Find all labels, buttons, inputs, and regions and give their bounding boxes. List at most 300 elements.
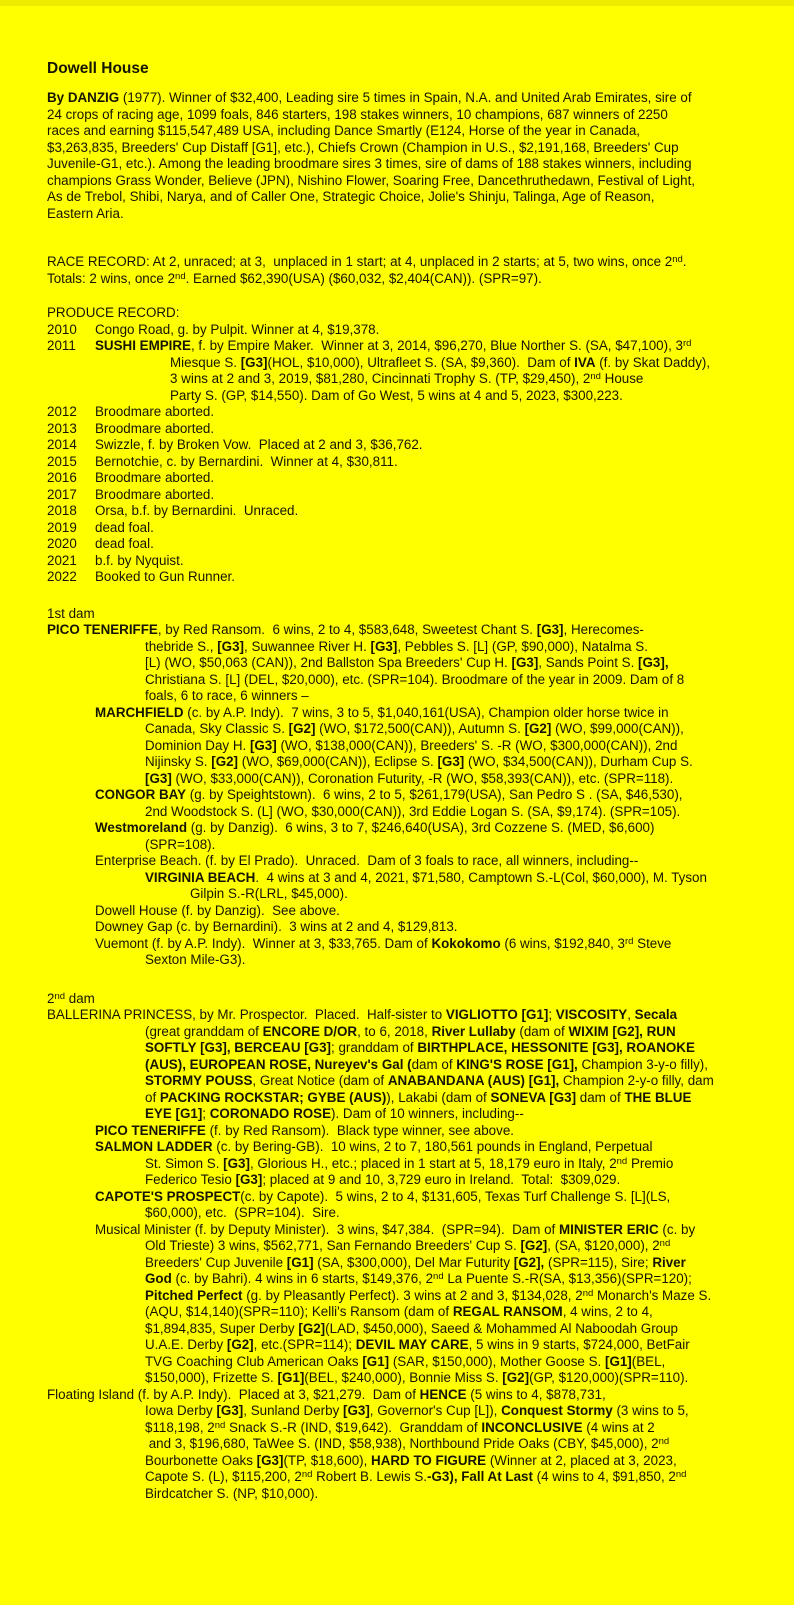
text-segment: Nijinsky S.: [145, 754, 212, 769]
superscript: nd: [54, 990, 66, 1002]
text-line: [47, 820, 764, 837]
text-line: [47, 189, 764, 206]
text-segment: Canada, Sky Classic S.: [145, 721, 289, 736]
text-segment: 2: [47, 990, 55, 1006]
text-segment: (great granddam of: [145, 1023, 263, 1039]
text-segment: [G3]: [216, 1403, 244, 1418]
text-segment: Totals: 2 wins, once 2: [47, 270, 176, 286]
text-segment: SONEVA [G3]: [490, 1089, 577, 1105]
superscript: nd: [659, 1238, 671, 1249]
text-segment: (6 wins, $192,840, 3: [500, 935, 625, 951]
text-segment: , Great Notice (dam of: [252, 1073, 388, 1088]
text-segment: Eastern Aria.: [47, 205, 124, 221]
text-line: [47, 90, 764, 107]
text-segment: [G2]: [502, 1370, 530, 1385]
text-line: [47, 936, 764, 953]
text-line: [47, 1106, 764, 1123]
text-segment: [G2]: [226, 1337, 254, 1352]
text-segment: [G1]: [277, 1370, 305, 1385]
text-segment: [G2]: [524, 721, 552, 736]
text-segment: HENCE: [419, 1386, 467, 1402]
text-segment: dead foal.: [95, 536, 154, 551]
text-segment: (WO, $33,000(CAN)), Coronation Futurity, -R (WO, $58,393(CAN)), etc. (SPR=118).: [171, 770, 674, 786]
superscript: nd: [301, 1469, 313, 1480]
text-line: [47, 1205, 764, 1222]
superscript: nd: [214, 1419, 226, 1431]
text-line: [47, 622, 764, 639]
text-segment: Westmoreland: [95, 820, 188, 835]
text-line: [47, 787, 764, 804]
text-segment: [G2]: [211, 754, 239, 769]
superscript: nd: [616, 1155, 628, 1167]
text-segment: INCONCLUSIVE: [481, 1419, 583, 1435]
text-segment: ), Lakabi (dam of: [386, 1089, 491, 1105]
text-line: [47, 1370, 764, 1387]
text-segment: CONGOR BAY: [95, 787, 187, 802]
text-segment: , Glorious H., etc.; placed in 1 start at 5, 18,179 euro in Italy, 2: [249, 1155, 617, 1171]
text-segment: Bourbonette Oaks: [145, 1452, 257, 1468]
text-segment: (dam of: [515, 1023, 569, 1039]
text-line: [47, 1436, 764, 1453]
text-segment: (WO, $69,000(CAN)), Eclipse S.: [238, 754, 438, 769]
text-line: [47, 487, 764, 504]
text-segment: [G3]: [145, 770, 172, 786]
text-line: [47, 1288, 764, 1305]
text-segment: , etc.(SPR=114);: [253, 1337, 356, 1352]
sire-paragraph: [47, 90, 764, 222]
produce-year: 2015: [47, 453, 77, 469]
text-line: [47, 388, 764, 405]
text-segment: [L) (WO, $50,063 (CAN)), 2nd Ballston Spa Breeders' Cup H.: [145, 655, 512, 670]
text-line: [47, 1156, 764, 1173]
text-segment: , Governor's Cup [L]),: [369, 1403, 502, 1418]
text-segment: (SAR, $150,000), Mother Goose S.: [389, 1353, 605, 1369]
text-segment: [G3]: [249, 737, 277, 753]
text-line: [47, 886, 764, 903]
text-line: [47, 1354, 764, 1371]
document-body: [47, 90, 764, 1502]
text-segment: ,: [627, 1007, 635, 1022]
text-segment: . Earned $62,390(USA) ($60,032, $2,404(CAN)). (SPR=97).: [185, 270, 542, 286]
text-segment: Enterprise Beach. (f. by El Prado). Unraced. Dam of 3 foals to race, all winners, including--: [95, 853, 639, 868]
text-line: [47, 738, 764, 755]
text-segment: Pitched Perfect: [145, 1287, 243, 1303]
text-segment: (BEL,: [631, 1353, 666, 1369]
text-segment: (WO, $172,500(CAN)), Autumn S.: [315, 721, 525, 736]
text-segment: BALLERINA PRINCESS, by Mr. Prospector. Placed. Half-sister to: [47, 1007, 446, 1022]
text-segment: (WO, $34,500(CAN)), Durham Cup S.: [464, 754, 693, 769]
text-segment: dam of: [411, 1056, 457, 1072]
text-segment: 2nd Woodstock S. (L] (WO, $30,000(CAN)), 3rd Eddie Logan S. (SA, $9,174). (SPR=105).: [145, 803, 681, 819]
text-segment: [G3]: [235, 1172, 263, 1187]
text-line: [47, 771, 764, 788]
text-line: [47, 705, 764, 722]
text-segment: [G3]: [511, 655, 539, 670]
text-line: [47, 1469, 764, 1486]
text-segment: (g. by Pleasantly Perfect). 3 wins at 2 and 3, $134,028, 2: [242, 1287, 583, 1303]
text-segment: THE BLUE: [624, 1089, 692, 1105]
text-segment: races and earning $115,547,489 USA, including Dance Smartly (E124, Horse of the year in Canada,: [47, 123, 641, 138]
text-segment: [G3]: [343, 1403, 370, 1418]
text-segment: (LAD, $450,000), Saeed & Mohammed Al Naboodah Group: [325, 1320, 678, 1336]
text-segment: thebride S.,: [145, 638, 218, 654]
text-segment: Christiana S. [L] (DEL, $20,000), etc. (SPR=104). Broodmare of the year in 2009. Dam of 8: [145, 671, 685, 687]
text-line: [47, 952, 764, 969]
text-segment: [G1]: [362, 1353, 390, 1369]
text-segment: (3 wins to 5,: [612, 1403, 689, 1418]
text-segment: IVA: [574, 354, 596, 370]
text-segment: (SPR=108).: [145, 836, 216, 852]
superscript: nd: [658, 1436, 670, 1447]
text-line: [47, 355, 764, 372]
text-segment: [G3]: [536, 622, 564, 637]
text-line: [47, 1271, 764, 1288]
text-line: [47, 870, 764, 887]
text-segment: Champion 3-y-o filly),: [577, 1056, 708, 1072]
text-line: [47, 1403, 764, 1420]
text-segment: [G1]: [604, 1353, 632, 1369]
text-segment: God: [145, 1271, 172, 1286]
text-segment: [G3]: [223, 1155, 250, 1171]
text-line: [47, 1172, 764, 1189]
text-segment: Juvenile-G1, etc.). Among the leading broodmare sires 3 times, sire of dams of 188 stakes winners, including: [47, 156, 692, 171]
text-segment: REGAL RANSOM: [452, 1304, 563, 1319]
text-segment: (AUS), EUROPEAN ROSE, Nureyev's Gal (: [145, 1056, 412, 1072]
text-line: [47, 520, 764, 537]
text-line: [47, 1337, 764, 1354]
text-segment: PICO TENERIFFE: [47, 622, 158, 637]
text-segment: 3 wins at 2 and 3, 2019, $81,280, Cincinnati Trophy S. (TP, $29,450), 2: [170, 371, 591, 386]
text-line: [47, 338, 764, 355]
text-segment: River Lullaby: [431, 1023, 516, 1039]
text-segment: River: [652, 1254, 686, 1270]
text-segment: (c. by A.P. Indy). 7 wins, 3 to 5, $1,040,161(USA), Champion older horse twice in: [183, 704, 669, 720]
text-segment: Broodmare aborted.: [95, 404, 215, 419]
text-segment: Birdcatcher S. (NP, $10,000).: [145, 1485, 319, 1501]
text-segment: Dowell House (f. by Danzig). See above.: [95, 902, 340, 918]
text-segment: Iowa Derby: [145, 1403, 217, 1418]
page-title: Dowell House: [47, 60, 149, 77]
text-segment: , 5 wins in 9 starts, $724,000, BetFair: [468, 1337, 690, 1352]
text-segment: PRODUCE RECORD:: [47, 305, 180, 320]
first-dam-section: [47, 606, 764, 969]
text-segment: CORONADO ROSE: [209, 1106, 332, 1121]
text-segment: Champion 2-y-o filly, dam: [559, 1073, 714, 1088]
text-segment: (WO, $138,000(CAN)), Breeders' S. -R (WO, $300,000(CAN)), 2nd: [276, 737, 678, 753]
text-segment: RACE RECORD: At 2, unraced; at 3, unplaced in 1 start; at 4, unplaced in 2 starts; at 5, two wins, once 2: [47, 254, 673, 269]
text-segment: [G3]: [370, 638, 398, 654]
text-line: [47, 173, 764, 190]
produce-year: 2016: [47, 470, 77, 485]
text-line: [47, 606, 764, 623]
text-segment: Sexton Mile-G3).: [145, 952, 246, 967]
text-segment: (c. by: [658, 1221, 696, 1237]
text-segment: Bernotchie, c. by Bernardini. Winner at 4, $30,811.: [95, 453, 398, 469]
text-line: [47, 1453, 764, 1470]
text-segment: [G2]: [298, 1320, 326, 1336]
text-line: [47, 1073, 764, 1090]
text-segment: (Winner at 2, placed at 3, 2023,: [486, 1452, 677, 1468]
text-segment: 24 crops of racing age, 1099 foals, 846 starters, 198 stakes winners, 10 champions, 687 winners of 2250: [47, 106, 668, 122]
text-segment: (g. by Danzig). 6 wins, 3 to 7, $246,640(USA), 3rd Cozzene S. (MED, $6,600): [187, 820, 655, 835]
text-segment: ;: [548, 1007, 556, 1022]
text-line: [47, 1024, 764, 1041]
text-segment: , Sunland Derby: [243, 1403, 343, 1418]
text-segment: Breeders' Cup Juvenile: [145, 1254, 287, 1270]
text-segment: (c. by Bering-GB). 10 wins, 2 to 7, 180,561 pounds in England, Perpetual: [212, 1139, 653, 1154]
text-segment: Booked to Gun Runner.: [95, 569, 235, 584]
text-segment: dam of: [576, 1089, 625, 1105]
superscript: rd: [682, 338, 692, 349]
text-segment: 1st dam: [47, 605, 95, 621]
text-segment: Steve: [633, 935, 672, 951]
text-segment: VIRGINIA BEACH: [145, 869, 256, 885]
text-segment: $3,263,835, Breeders' Cup Distaff [G1], etc.), Chiefs Crown (Champion in U.S., $2,191,168, Breeders' Cup: [47, 139, 679, 155]
text-segment: DEVIL MAY CARE: [355, 1337, 469, 1352]
text-segment: Old Trieste) 3 wins, $562,771, San Fernando Breeders' Cup S.: [145, 1238, 521, 1253]
produce-year: 2022: [47, 569, 77, 584]
produce-year: 2010: [47, 321, 77, 337]
text-segment: Dominion Day H.: [145, 737, 250, 753]
race-record: [47, 254, 764, 287]
text-segment: [G3]: [240, 354, 268, 370]
text-segment: EYE [G1]: [145, 1106, 203, 1121]
text-segment: (f. by Skat Daddy),: [595, 354, 711, 370]
text-segment: SOFTLY [G3], BERCEAU [G3]: [145, 1040, 332, 1055]
text-line: [47, 688, 764, 705]
text-segment: [G3]: [217, 638, 245, 654]
text-segment: champions Grass Wonder, Believe (JPN), Nishino Flower, Soaring Free, Dancethruthedawn, Festival of Light,: [47, 172, 696, 188]
text-segment: and 3, $196,680, TaWee S. (IND, $58,938), Northbound Pride Oaks (CBY, $45,000), 2: [145, 1436, 659, 1451]
text-segment: (5 wins to 4, $878,731,: [466, 1386, 606, 1402]
superscript: nd: [175, 270, 186, 282]
text-segment: KING'S ROSE [G1],: [456, 1056, 578, 1072]
text-segment: [G3]: [256, 1452, 284, 1468]
text-line: [47, 1189, 764, 1206]
superscript: nd: [582, 1287, 594, 1299]
text-segment: Monarch's Maze S.: [593, 1287, 712, 1303]
text-segment: [G2],: [513, 1254, 545, 1270]
text-segment: ANABANDANA (AUS) [G1],: [387, 1073, 560, 1088]
text-segment: foals, 6 to race, 6 winners –: [145, 688, 309, 703]
text-segment: STORMY POUSS: [145, 1073, 253, 1088]
superscript: nd: [433, 1271, 444, 1282]
text-segment: Broodmare aborted.: [95, 486, 215, 502]
text-segment: Broodmare aborted.: [95, 420, 215, 436]
text-line: [47, 140, 764, 157]
text-line: [47, 1007, 764, 1024]
text-segment: (TP, $18,600),: [283, 1452, 372, 1468]
text-segment: (g. by Speightstown). 6 wins, 2 to 5, $261,179(USA), San Pedro S . (SA, $46,530),: [186, 787, 683, 802]
text-line: [47, 919, 764, 936]
text-segment: , (SA, $120,000), 2: [547, 1238, 660, 1253]
text-line: [47, 569, 764, 586]
text-segment: (4 wins at 2: [582, 1419, 655, 1435]
produce-year: 2011: [47, 338, 76, 353]
text-segment: (c. by Bahri). 4 wins in 6 starts, $149,376, 2: [171, 1271, 434, 1286]
produce-year: 2013: [47, 420, 77, 436]
text-segment: -G3), Fall At Last: [427, 1469, 533, 1484]
text-segment: [G1]: [286, 1254, 314, 1270]
text-line: [47, 206, 764, 223]
text-segment: Broodmare aborted.: [95, 470, 215, 485]
text-line: [47, 421, 764, 438]
text-line: [47, 371, 764, 388]
text-segment: (BEL, $240,000), Bonnie Miss S.: [304, 1370, 503, 1385]
text-line: [47, 454, 764, 471]
text-line: [47, 1255, 764, 1272]
text-line: [47, 721, 764, 738]
text-segment: [G3],: [638, 655, 669, 670]
produce-year: 2018: [47, 503, 77, 518]
text-line: [47, 107, 764, 124]
text-segment: SUSHI EMPIRE: [95, 338, 191, 353]
text-line: [47, 1040, 764, 1057]
produce-year: 2020: [47, 536, 77, 551]
text-segment: Robert B. Lewis S.: [312, 1469, 428, 1484]
text-segment: (SPR=115), Sire;: [544, 1254, 653, 1270]
text-line: [47, 437, 764, 454]
text-segment: .: [682, 254, 687, 269]
text-line: [47, 271, 764, 288]
text-segment: La Puente S.-R(SA, $13,356)(SPR=120);: [443, 1271, 692, 1286]
text-segment: [G3]: [437, 754, 465, 769]
text-segment: TVG Coaching Club American Oaks: [145, 1353, 363, 1369]
text-segment: Capote S. (L), $115,200, 2: [145, 1469, 302, 1484]
produce-year: 2021: [47, 552, 77, 568]
text-segment: Gilpin S.-R(LRL, $45,000).: [190, 886, 348, 901]
text-segment: , Pebbles S. [L] (GP, $90,000), Natalma S.: [397, 638, 648, 654]
text-segment: (SA, $300,000), Del Mar Futurity: [313, 1254, 514, 1270]
text-segment: ; placed at 9 and 10, 3,729 euro in Ireland. Total: $309,029.: [262, 1172, 621, 1187]
text-segment: (AQU, $14,140)(SPR=110); Kelli's Ransom (dam of: [145, 1304, 453, 1319]
text-segment: Secala: [634, 1007, 678, 1022]
text-line: [47, 1090, 764, 1107]
text-line: [47, 123, 764, 140]
text-segment: [G2]: [520, 1238, 548, 1253]
text-line: [47, 1420, 764, 1437]
text-segment: HARD TO FIGURE: [371, 1452, 487, 1468]
text-segment: . 4 wins at 3 and 4, 2021, $71,580, Camptown S.-L(Col, $60,000), M. Tyson: [255, 869, 707, 885]
text-segment: As de Trebol, Shibi, Narya, and of Caller One, Strategic Choice, Jolie's Shinju, Talinga, Age of Reason,: [47, 189, 655, 204]
text-segment: (WO, $99,000(CAN)),: [551, 721, 684, 736]
text-segment: VIGLIOTTO [G1]: [445, 1007, 549, 1022]
text-segment: ). Dam of 10 winners, including--: [331, 1106, 524, 1121]
text-segment: , Suwannee River H.: [244, 638, 371, 654]
text-segment: $1,894,835, Super Derby: [145, 1320, 299, 1336]
text-segment: dead foal.: [95, 519, 154, 535]
text-segment: ; granddam of: [331, 1040, 418, 1055]
text-segment: (1977). Winner of $32,400, Leading sire 5 times in Spain, N.A. and United Arab Emirates, sire of: [119, 90, 692, 105]
text-line: [47, 1222, 764, 1239]
text-segment: [G2]: [288, 721, 316, 736]
text-line: [47, 1321, 764, 1338]
text-segment: PACKING ROCKSTAR; GYBE (AUS): [159, 1089, 387, 1105]
superscript: nd: [675, 1469, 687, 1480]
text-segment: of: [145, 1089, 160, 1105]
text-segment: (c. by Capote). 5 wins, 2 to 4, $131,605, Texas Turf Challenge S. [L](LS,: [240, 1188, 671, 1204]
text-segment: WIXIM [G2], RUN: [568, 1023, 676, 1039]
text-segment: SALMON LADDER: [95, 1139, 213, 1154]
text-line: [47, 1486, 764, 1503]
text-segment: Downey Gap (c. by Bernardini). 3 wins at 2 and 4, $129,813.: [95, 919, 458, 934]
text-line: [47, 1057, 764, 1074]
text-segment: VISCOSITY: [555, 1007, 628, 1022]
text-line: [47, 1304, 764, 1321]
text-segment: Orsa, b.f. by Bernardini. Unraced.: [95, 503, 299, 518]
text-segment: St. Simon S.: [145, 1155, 224, 1171]
text-segment: Premio: [627, 1155, 674, 1171]
text-segment: CAPOTE'S PROSPECT: [95, 1188, 241, 1204]
text-segment: (GP, $120,000)(SPR=110).: [529, 1370, 689, 1385]
text-segment: Musical Minister (f. by Deputy Minister). 3 wins, $47,384. (SPR=94). Dam of: [95, 1221, 559, 1237]
text-line: [47, 655, 764, 672]
text-segment: , by Red Ransom. 6 wins, 2 to 4, $583,648, Sweetest Chant S.: [157, 622, 537, 637]
text-segment: MARCHFIELD: [95, 704, 184, 720]
text-line: [47, 639, 764, 656]
text-segment: Vuemont (f. by A.P. Indy). Winner at 3, $33,765. Dam of: [95, 935, 432, 951]
text-line: [47, 503, 764, 520]
text-segment: U.A.E. Derby: [145, 1337, 227, 1352]
text-line: [47, 804, 764, 821]
text-segment: dam: [65, 990, 95, 1006]
text-segment: By DANZIG: [47, 90, 120, 105]
page-top-edge: [0, 0, 794, 6]
text-segment: ;: [202, 1106, 210, 1121]
superscript: nd: [590, 371, 601, 382]
text-segment: Conquest Stormy: [501, 1403, 613, 1418]
text-segment: Floating Island (f. by A.P. Indy). Placed at 3, $21,279. Dam of: [47, 1386, 420, 1402]
text-line: [47, 1139, 764, 1156]
text-line: [47, 837, 764, 854]
produce-record: [47, 305, 764, 586]
text-line: [47, 754, 764, 771]
text-segment: Kokokomo: [431, 935, 501, 951]
text-line: [47, 305, 764, 322]
text-line: [47, 470, 764, 487]
text-segment: $150,000), Frizette S.: [145, 1370, 278, 1385]
superscript: rd: [624, 935, 634, 947]
text-line: [47, 536, 764, 553]
text-segment: Federico Tesio: [145, 1172, 236, 1187]
text-line: [47, 991, 764, 1008]
text-line: [47, 853, 764, 870]
second-dam-section: [47, 991, 764, 1503]
text-segment: $118,198, 2: [145, 1419, 215, 1435]
text-segment: (4 wins to 4, $91,850, 2: [532, 1469, 676, 1484]
text-segment: , 4 wins, 2 to 4,: [562, 1304, 653, 1319]
produce-year: 2012: [47, 404, 77, 419]
text-segment: , f. by Empire Maker. Winner at 3, 2014, $96,270, Blue Norther S. (SA, $47,100), 3: [190, 338, 683, 353]
text-line: [47, 1238, 764, 1255]
text-segment: b.f. by Nyquist.: [95, 552, 184, 568]
text-segment: BIRTHPLACE, HESSONITE [G3], ROANOKE: [417, 1040, 695, 1055]
text-segment: House: [600, 371, 644, 386]
text-segment: Congo Road, g. by Pulpit. Winner at 4, $19,378.: [95, 321, 380, 337]
text-segment: ENCORE D/OR: [262, 1023, 358, 1039]
text-segment: , Sands Point S.: [538, 655, 639, 670]
text-segment: PICO TENERIFFE: [95, 1122, 206, 1138]
text-segment: MINISTER ERIC: [559, 1221, 659, 1237]
text-line: [47, 903, 764, 920]
text-line: [47, 672, 764, 689]
produce-year: 2019: [47, 519, 77, 535]
text-segment: , Herecomes-: [563, 622, 644, 637]
text-segment: (HOL, $10,000), Ultrafleet S. (SA, $9,360). Dam of: [267, 354, 575, 370]
text-segment: , to 6, 2018,: [357, 1023, 432, 1039]
text-line: [47, 156, 764, 173]
text-segment: Snack S.-R (IND, $19,642). Granddam of: [225, 1419, 482, 1435]
